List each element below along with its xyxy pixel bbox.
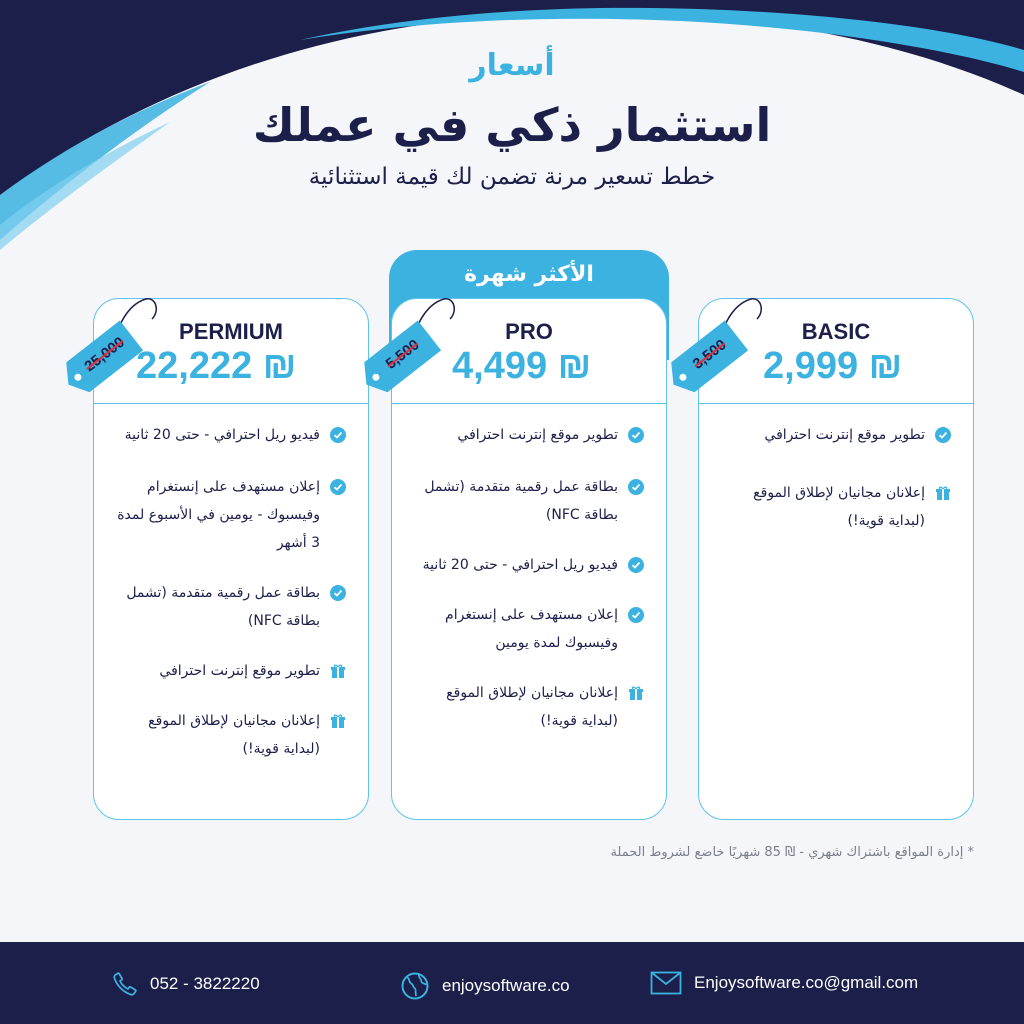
feature-item: تطوير موقع إنترنت احترافي bbox=[408, 421, 644, 449]
plan-card-premium[interactable] bbox=[81, 298, 369, 820]
feature-item: تطوير موقع إنترنت احترافي bbox=[715, 421, 951, 449]
page-title: استثمار ذكي في عملك bbox=[252, 98, 772, 152]
gift-icon bbox=[330, 663, 346, 679]
contact-website[interactable] bbox=[400, 971, 570, 1001]
phone-icon bbox=[112, 971, 138, 997]
plan-card-basic[interactable] bbox=[689, 298, 974, 820]
feature-list bbox=[110, 421, 346, 763]
website-url: enjoysoftware.co bbox=[442, 976, 570, 995]
footnote: * إدارة المواقع باشتراك شهري - ₪ 85 شهريًا خاضع لشروط الحملة bbox=[610, 845, 974, 860]
feature-item: فيديو ريل احترافي - حتى 20 ثانية bbox=[110, 421, 346, 449]
pricing-eyebrow: أسعار bbox=[469, 48, 555, 83]
check-icon bbox=[628, 427, 644, 443]
plan-name: PERMIUM bbox=[179, 319, 283, 344]
card-divider bbox=[699, 403, 973, 404]
feature-item: إعلان مستهدف على إنستغرام وفيسبوك لمدة يومين bbox=[408, 601, 644, 657]
feature-item: إعلان مستهدف على إنستغرام وفيسبوك - يومين في الأسبوع لمدة 3 أشهر bbox=[110, 473, 346, 557]
feature-item: تطوير موقع إنترنت احترافي bbox=[110, 657, 346, 685]
contact-phone[interactable] bbox=[112, 971, 260, 997]
check-icon bbox=[628, 557, 644, 573]
feature-item: بطاقة عمل رقمية متقدمة (تشمل بطاقة NFC) bbox=[110, 579, 346, 635]
mail-icon bbox=[650, 971, 682, 995]
feature-item: إعلانان مجانيان لإطلاق الموقع (لبداية قوية!) bbox=[715, 479, 951, 535]
feature-item: إعلانان مجانيان لإطلاق الموقع (لبداية قوية!) bbox=[110, 707, 346, 763]
globe-icon bbox=[400, 971, 430, 1001]
plan-name: BASIC bbox=[801, 319, 871, 344]
footer-bar bbox=[0, 942, 1024, 1024]
plan-name: PRO bbox=[505, 319, 553, 344]
card-divider bbox=[392, 403, 666, 404]
old-price: 5,500 bbox=[382, 336, 423, 373]
phone-number: 052 - 3822220 bbox=[150, 974, 260, 993]
old-price: 3,500 bbox=[689, 336, 730, 373]
feature-item: إعلانان مجانيان لإطلاق الموقع (لبداية قوية!) bbox=[408, 679, 644, 735]
card-divider bbox=[94, 403, 368, 404]
feature-list bbox=[408, 421, 644, 735]
check-icon bbox=[330, 585, 346, 601]
plan-card-pro[interactable] bbox=[382, 298, 667, 820]
page-subtitle: خطط تسعير مرنة تضمن لك قيمة استثنائية bbox=[308, 164, 716, 190]
contact-email[interactable] bbox=[650, 971, 918, 995]
check-icon bbox=[935, 427, 951, 443]
check-icon bbox=[330, 479, 346, 495]
feature-list bbox=[715, 421, 951, 535]
old-price: 25,000 bbox=[81, 333, 128, 376]
check-icon bbox=[330, 427, 346, 443]
plan-price: 2,999 ₪ bbox=[763, 345, 903, 387]
check-icon bbox=[628, 607, 644, 623]
plan-price: 22,222 ₪ bbox=[136, 345, 297, 387]
check-icon bbox=[628, 479, 644, 495]
feature-item: بطاقة عمل رقمية متقدمة (تشمل بطاقة NFC) bbox=[408, 473, 644, 529]
feature-item: فيديو ريل احترافي - حتى 20 ثانية bbox=[408, 551, 644, 579]
email-address: Enjoysoftware.co@gmail.com bbox=[694, 973, 919, 992]
gift-icon bbox=[330, 713, 346, 729]
gift-icon bbox=[935, 485, 951, 501]
most-popular-label: الأكثر شهرة bbox=[464, 262, 594, 287]
gift-icon bbox=[628, 685, 644, 701]
plan-price: 4,499 ₪ bbox=[452, 345, 592, 387]
